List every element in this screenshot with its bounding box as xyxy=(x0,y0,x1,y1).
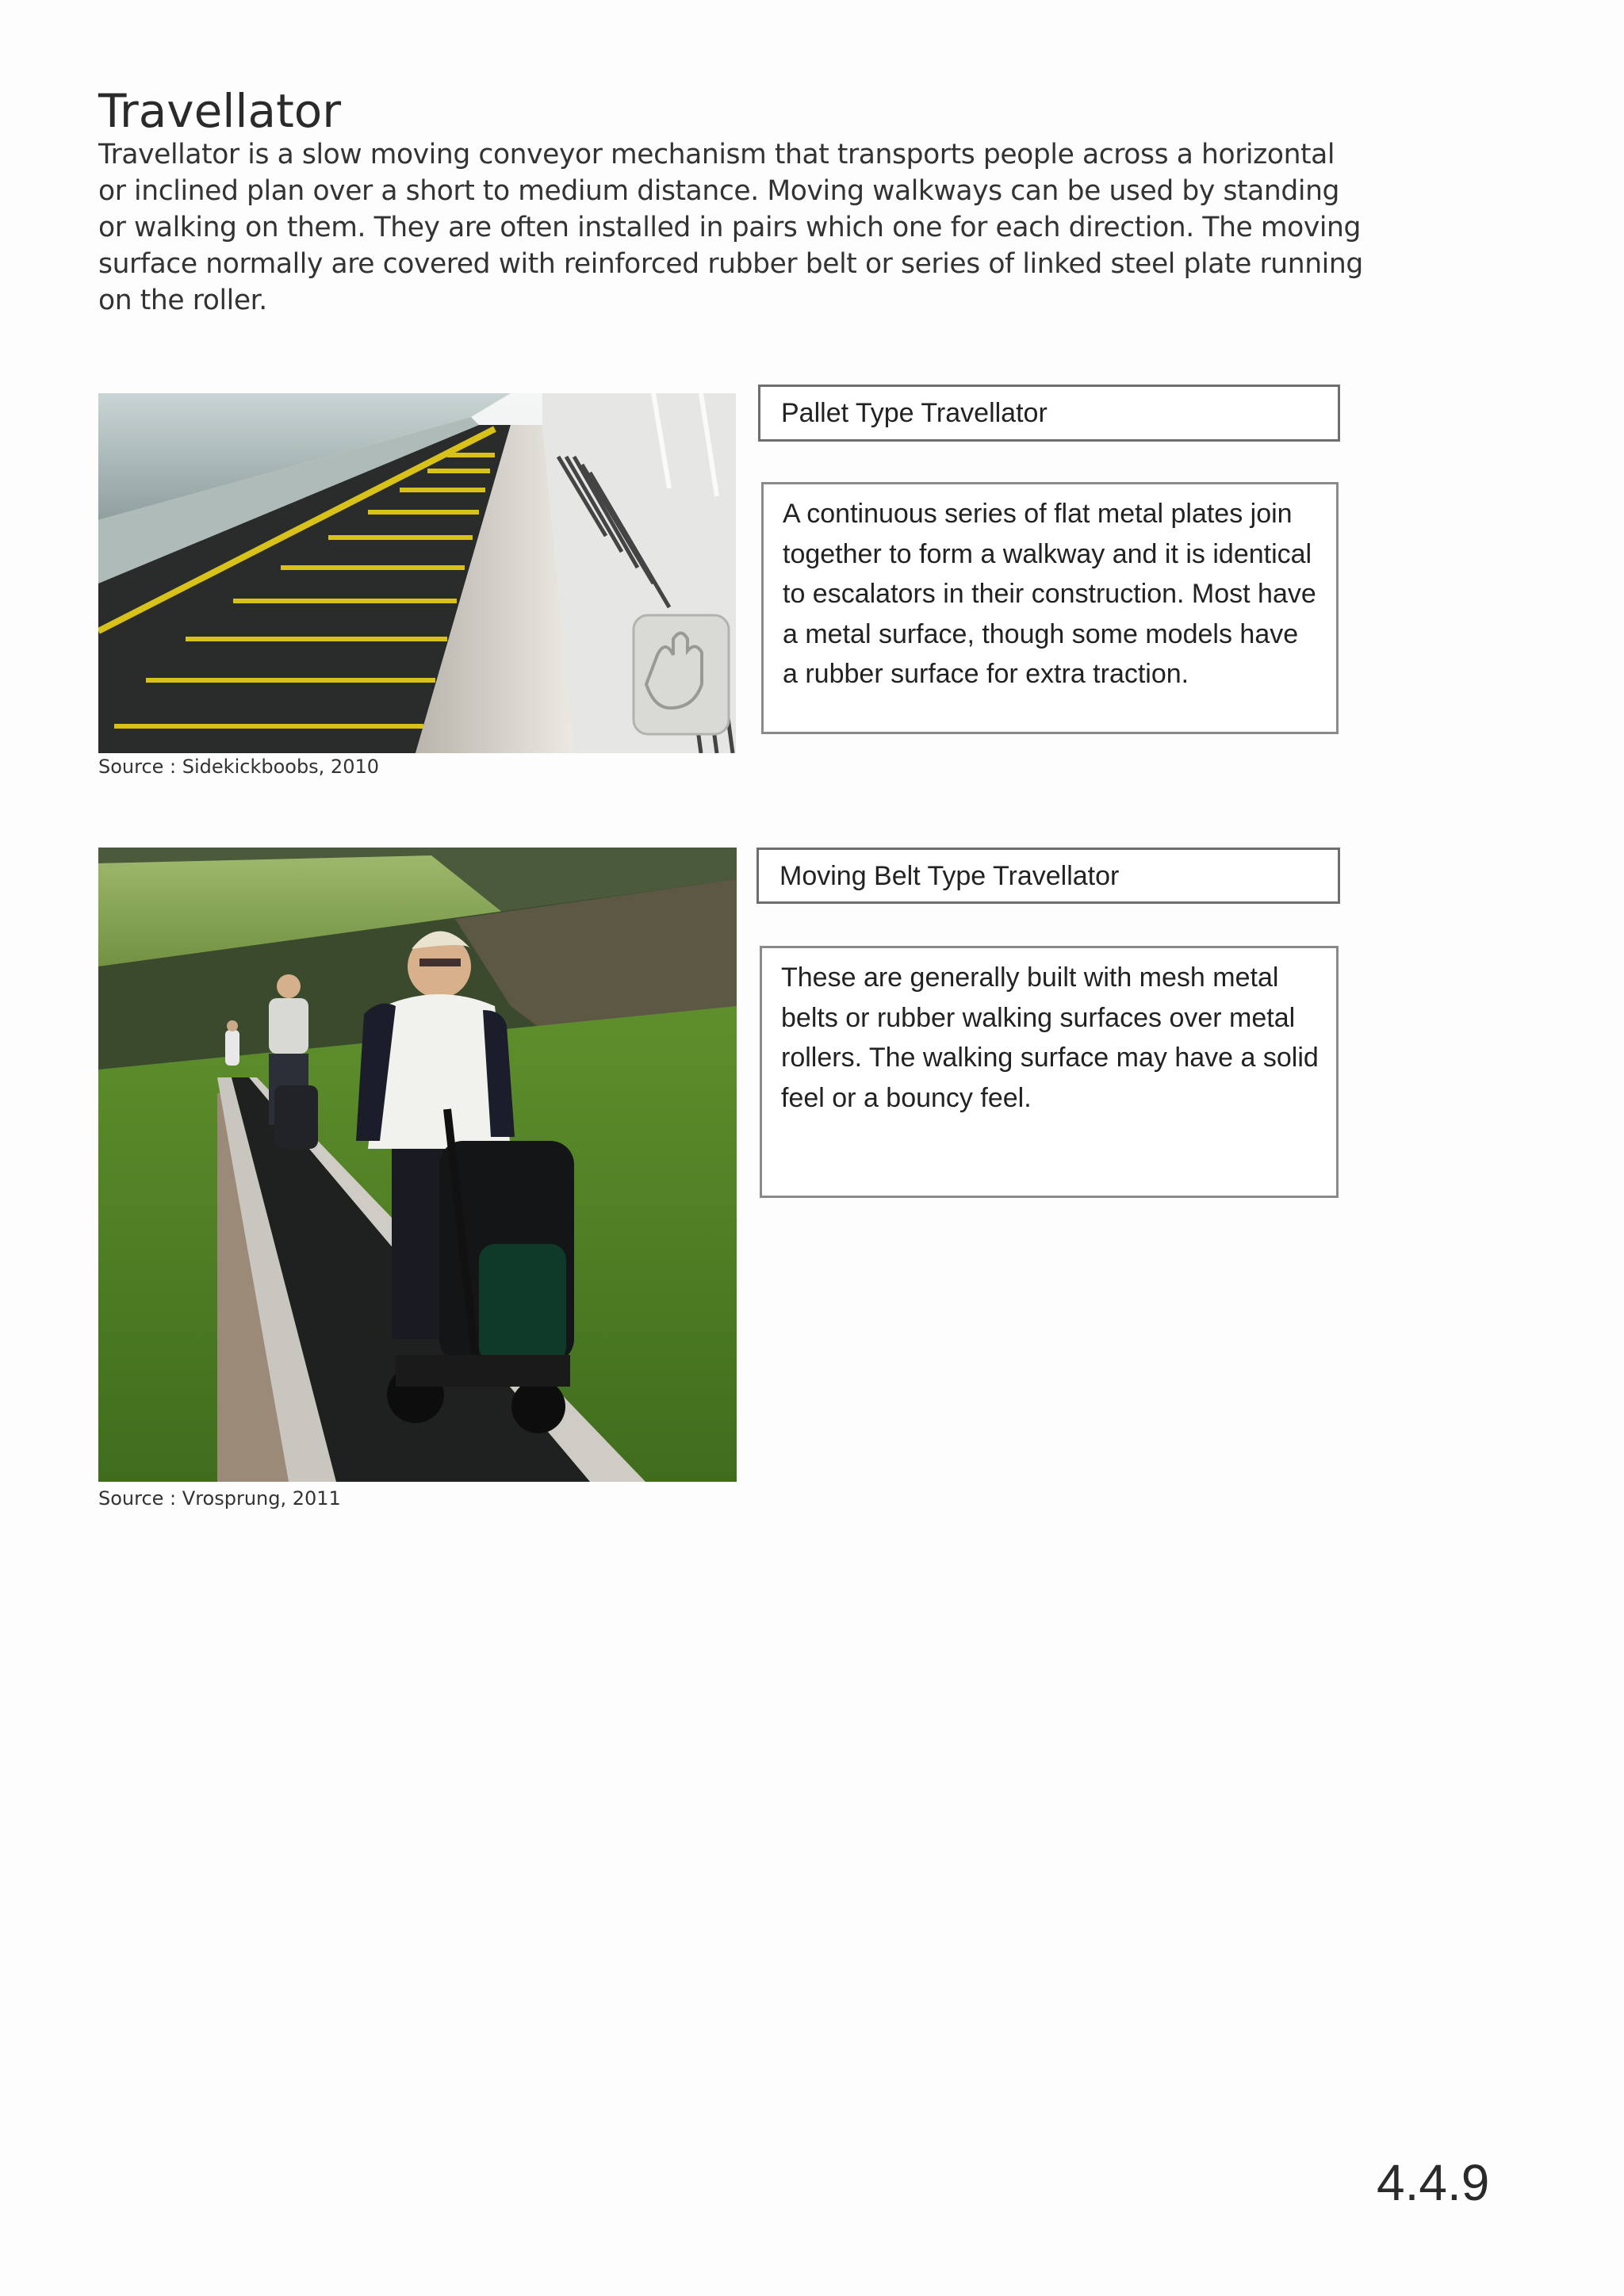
pallet-type-label: Pallet Type Travellator xyxy=(758,385,1340,442)
photo-caption: Source : Vrosprung, 2011 xyxy=(98,1487,341,1510)
page-number: 4.4.9 xyxy=(1377,2154,1490,2211)
pallet-type-description: A continuous series of flat metal plates join together to form a walkway and it is identical to escalators in their construction. Most have a metal surface, though some models have a rubber surface for extra traction. xyxy=(761,482,1339,734)
intro-paragraph: Travellator is a slow moving conveyor mechanism that transports people across a horizontal or inclined plan over a short to medium distance. Moving walkways can be used by standing or walking on them. They are often installed in pairs which one for each direction. The moving surface normally are covered with reinforced rubber belt or series of linked steel plate running on the roller. xyxy=(98,139,1363,316)
photo-caption: Source : Sidekickboobs, 2010 xyxy=(98,756,380,778)
page-title: Travellator xyxy=(98,84,342,138)
moving-belt-photo xyxy=(98,848,737,1482)
moving-belt-type-label: Moving Belt Type Travellator xyxy=(756,848,1340,904)
pallet-travellator-photo xyxy=(98,393,736,753)
moving-belt-type-description: These are generally built with mesh metal belts or rubber walking surfaces over metal rollers. The walking surface may have a solid feel or a bouncy feel. xyxy=(760,946,1339,1198)
